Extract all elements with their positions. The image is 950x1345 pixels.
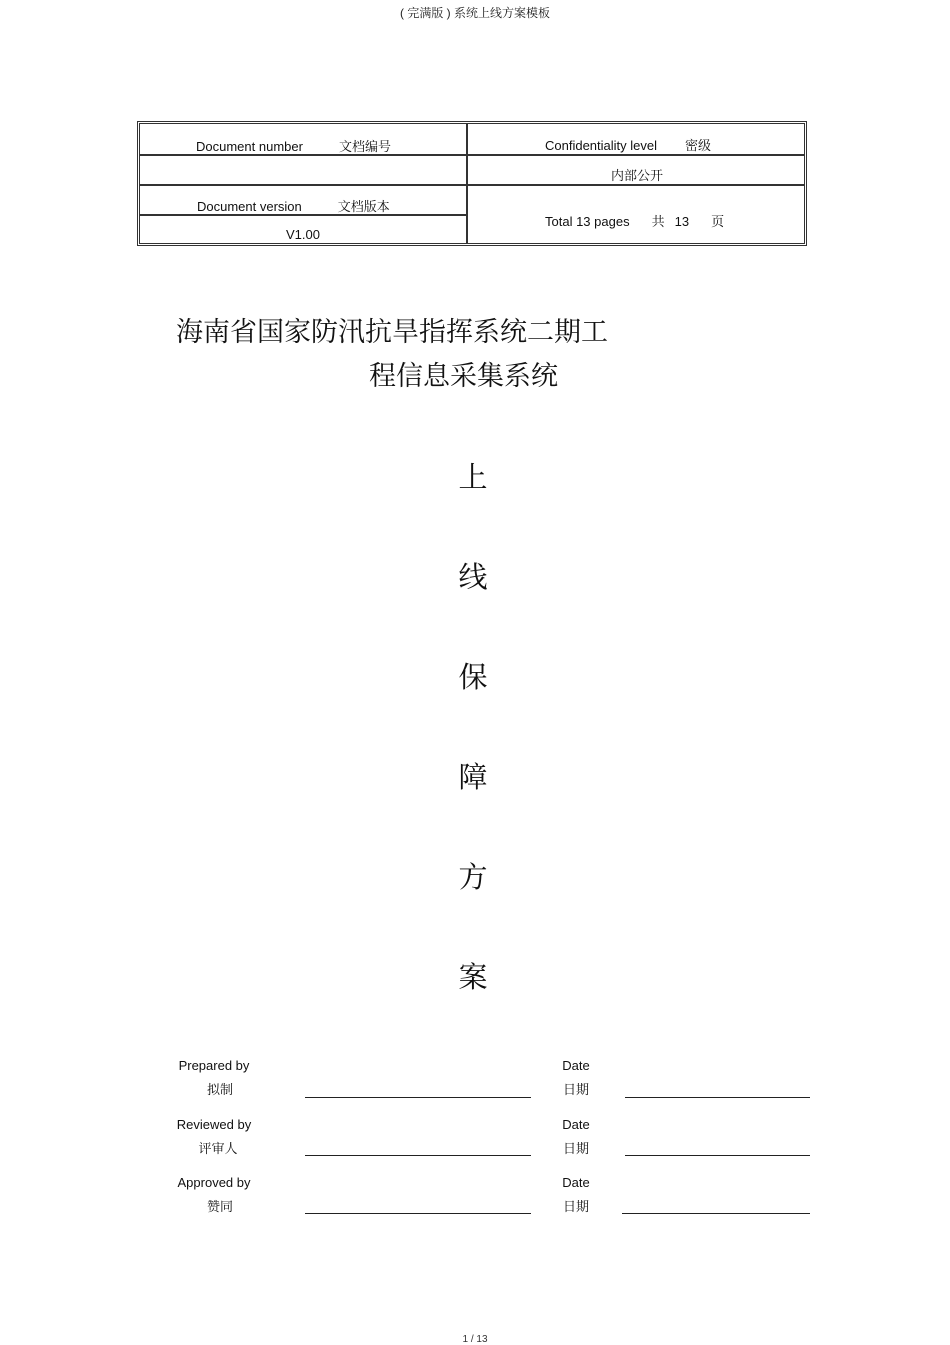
table-divider-row2 <box>140 184 804 186</box>
prepared-by-signature-line[interactable] <box>305 1097 531 1098</box>
page-number: 1 / 13 <box>462 1334 488 1345</box>
approved-by-signature-line[interactable] <box>305 1213 531 1214</box>
reviewed-by-en: Reviewed by <box>176 1117 252 1132</box>
reviewed-date-cn: 日期 <box>562 1141 589 1156</box>
prepared-by-cn: 拟制 <box>206 1082 233 1097</box>
reviewed-date-line[interactable] <box>625 1155 810 1156</box>
confidentiality-label-en: Confidentiality level <box>545 138 658 153</box>
approved-date-line[interactable] <box>622 1213 810 1214</box>
doc-version-label <box>197 196 390 215</box>
prepared-date-en: Date <box>562 1058 590 1073</box>
doc-version-label-cn: 文档版本 <box>337 199 390 214</box>
confidentiality-label <box>545 135 711 154</box>
approved-by-label <box>164 1171 264 1219</box>
doc-version-value: V1.00 <box>286 227 320 242</box>
vertical-title-char-6: 案 <box>458 960 488 994</box>
prepared-by-en: Prepared by <box>178 1058 250 1073</box>
doc-version-label-en: Document version <box>197 199 302 214</box>
approved-by-cn: 赞同 <box>206 1199 233 1214</box>
vertical-title-char-4: 障 <box>458 760 488 794</box>
total-pages <box>545 211 724 230</box>
prepared-date-cn: 日期 <box>562 1082 589 1097</box>
approved-date-cn: 日期 <box>562 1199 589 1214</box>
confidentiality-label-cn: 密级 <box>685 138 712 153</box>
reviewed-date-label <box>526 1113 626 1161</box>
approved-by-en: Approved by <box>177 1175 251 1190</box>
prepared-by-label <box>164 1054 264 1102</box>
doc-number-label-en: Document number <box>196 139 303 154</box>
reviewed-date-en: Date <box>562 1117 590 1132</box>
vertical-title-char-3: 保 <box>458 660 488 694</box>
doc-number-label <box>196 136 391 155</box>
approved-date-label <box>526 1171 626 1219</box>
vertical-title-char-2: 线 <box>458 560 488 594</box>
total-pages-count: 13 <box>674 214 690 229</box>
running-header: ( 完满版 ) 系统上线方案模板 <box>400 6 550 20</box>
approved-date-en: Date <box>562 1175 590 1190</box>
total-pages-en: Total 13 pages <box>545 214 630 229</box>
reviewed-by-signature-line[interactable] <box>305 1155 531 1156</box>
vertical-title-char-1: 上 <box>458 460 488 494</box>
reviewed-by-cn: 评审人 <box>198 1141 238 1156</box>
vertical-title-char-5: 方 <box>458 860 488 894</box>
total-pages-suffix: 页 <box>711 214 725 229</box>
title-line-2: 程信息采集系统 <box>369 361 558 392</box>
document-info-table <box>137 121 807 246</box>
prepared-date-label <box>526 1054 626 1102</box>
confidentiality-value: 内部公开 <box>610 168 663 183</box>
total-pages-prefix: 共 <box>651 214 665 229</box>
doc-number-label-cn: 文档编号 <box>338 139 391 154</box>
title-line-1: 海南省国家防汛抗旱指挥系统二期工 <box>176 317 608 348</box>
reviewed-by-label <box>164 1113 264 1161</box>
prepared-date-line[interactable] <box>625 1097 810 1098</box>
